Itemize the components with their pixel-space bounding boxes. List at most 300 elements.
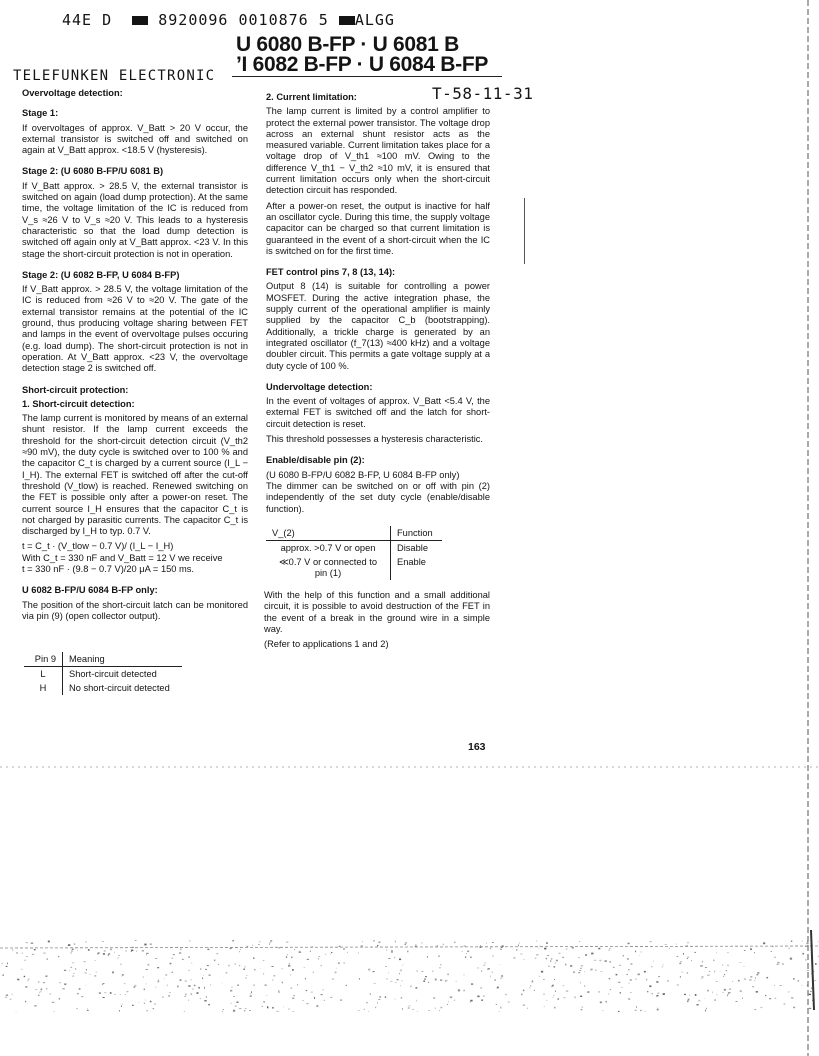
scan-speck	[566, 991, 568, 992]
scan-speck	[210, 985, 211, 986]
scan-speck	[562, 957, 563, 958]
scan-speck	[546, 1000, 547, 1001]
scan-speck	[548, 966, 550, 967]
scan-speck	[339, 946, 341, 947]
scan-speck	[311, 992, 313, 993]
scan-speck	[684, 994, 686, 995]
scan-speck	[744, 950, 746, 951]
scan-speck	[204, 1000, 206, 1001]
scan-speck	[205, 969, 207, 970]
scan-speck	[579, 970, 581, 971]
scan-speck	[505, 994, 507, 995]
table-header-cell: Pin 9	[24, 652, 63, 667]
scan-speck	[519, 942, 520, 944]
scan-speck	[69, 970, 70, 971]
table-cell: Short-circuit detected	[69, 669, 157, 679]
scan-speck	[613, 967, 615, 968]
scan-speck	[700, 965, 702, 967]
scan-speck	[500, 978, 502, 979]
scan-speck	[74, 973, 75, 974]
scan-speck	[425, 976, 427, 977]
scan-speck	[487, 969, 488, 970]
scan-speck	[77, 950, 78, 952]
scan-speck	[760, 1007, 762, 1008]
scan-speck	[702, 961, 703, 963]
scan-speck	[233, 1010, 234, 1011]
scan-speck	[102, 984, 103, 985]
scan-speck	[131, 951, 132, 952]
scan-speck	[687, 1001, 689, 1003]
scan-speck	[103, 997, 105, 998]
scan-speck	[125, 951, 126, 952]
scan-speck	[433, 970, 434, 972]
scan-speck	[657, 993, 659, 994]
scan-speck	[556, 960, 558, 962]
scan-speck	[347, 952, 348, 953]
scan-speck	[169, 992, 170, 993]
scan-speck	[358, 953, 359, 954]
scan-speck	[408, 1007, 410, 1008]
scan-speck	[121, 976, 122, 977]
scan-speck	[575, 996, 576, 998]
scan-speck	[172, 958, 173, 959]
scan-speck	[551, 986, 552, 987]
scan-speck	[266, 995, 267, 996]
scan-speck	[343, 962, 345, 963]
scan-speck	[34, 949, 36, 950]
scan-speck	[566, 948, 568, 949]
scan-speck	[41, 989, 43, 991]
scan-speck	[132, 1005, 134, 1006]
scan-speck	[177, 986, 178, 988]
scan-speck	[180, 949, 181, 951]
scan-speck	[396, 982, 397, 983]
scan-speck	[523, 1005, 525, 1006]
scan-speck	[5, 997, 7, 998]
scan-speck	[143, 977, 144, 978]
scan-speck	[440, 980, 442, 981]
scan-speck	[373, 971, 375, 972]
scan-speck	[346, 985, 347, 986]
table-cell: Disable	[397, 543, 429, 553]
scan-speck	[679, 963, 680, 964]
scan-speck	[616, 974, 618, 976]
scan-speck	[677, 985, 679, 986]
scan-speck	[409, 1005, 411, 1006]
scan-speck	[658, 976, 660, 977]
scan-speck	[239, 951, 240, 952]
scan-speck	[377, 945, 378, 946]
scan-speck	[555, 991, 556, 993]
scan-speck	[258, 944, 260, 945]
scan-speck	[790, 958, 792, 960]
scan-speck	[435, 979, 437, 981]
scan-speck	[370, 993, 371, 995]
scan-speck	[12, 949, 13, 950]
header-code-c: ALGG	[354, 11, 395, 29]
scan-speck	[609, 950, 610, 952]
scan-speck	[146, 983, 147, 984]
scan-speck	[492, 972, 493, 973]
scan-speck	[570, 965, 572, 967]
scan-speck	[439, 1010, 440, 1011]
scan-speck	[6, 995, 8, 996]
scan-speck	[122, 1003, 123, 1004]
scan-speck	[386, 979, 388, 980]
scan-speck	[278, 948, 280, 949]
scan-speck	[676, 944, 677, 945]
scan-speck	[765, 995, 766, 996]
scan-speck	[610, 989, 611, 990]
para-help: With the help of this function and a small additional circuit, it is possible to avoid destruction of the FET in the event of a break in the ground wire in a simple way.	[264, 590, 490, 634]
scan-speck	[230, 990, 232, 992]
scan-speck	[543, 979, 544, 980]
scan-speck	[530, 985, 531, 987]
scan-speck	[682, 971, 683, 972]
scan-speck	[544, 1006, 545, 1007]
pin9-table	[24, 652, 182, 695]
scan-speck	[401, 997, 402, 998]
para-short-detection: The lamp current is monitored by means of an external shunt resistor. If the lamp current exceeds the threshold for the short-circuit detection circuit (V_th2 ≈90 mV), the duty cycle is switched over to 100 % and the capacitor C_t is charged by a current source (I_L − I_H). The external FET is switched off after the cut-off threshold (V_tlow) is reached. Renewed switching on the FET is possible only after a power-on reset. The current source I_H ensures that the capacitor C_t is not charged by parasitic currents. The capacitor C_t is discharged by I_H to typ. 0.7 V.	[22, 413, 248, 537]
scan-speck	[362, 941, 363, 942]
scan-speck	[377, 1002, 378, 1003]
scan-speck	[750, 976, 752, 977]
scan-speck	[125, 994, 126, 995]
black-block-mark	[132, 16, 148, 25]
scan-speck	[563, 997, 565, 998]
scan-speck	[263, 960, 264, 961]
scan-speck	[749, 979, 751, 980]
scan-speck	[144, 944, 146, 946]
scan-speck	[627, 958, 629, 959]
scan-speck	[448, 1001, 449, 1002]
scan-speck	[421, 943, 422, 944]
scan-speck	[21, 969, 23, 970]
scan-speck	[188, 985, 190, 987]
scan-speck	[330, 997, 332, 998]
scan-speck	[433, 997, 435, 999]
scan-speck	[644, 971, 646, 973]
scan-speck	[182, 959, 184, 960]
scan-speck	[289, 963, 290, 965]
title-line-1: U 6080 B-FP · U 6081 B	[236, 33, 459, 56]
scan-speck	[582, 1007, 584, 1008]
scan-speck	[199, 987, 200, 989]
scan-speck	[79, 988, 81, 989]
scan-speck	[736, 1001, 738, 1002]
scan-speck	[118, 955, 120, 956]
scan-speck	[85, 985, 86, 986]
scan-speck	[306, 990, 307, 991]
scan-speck	[439, 967, 441, 968]
para-enable-1: (U 6080 B-FP/U 6082 B-FP, U 6084 B-FP only)	[266, 469, 460, 480]
scan-speck	[75, 968, 76, 970]
scan-speck	[547, 955, 549, 956]
scan-speck	[531, 982, 533, 983]
scan-speck	[28, 979, 30, 980]
scan-speck	[647, 991, 648, 992]
scan-speck	[188, 1000, 189, 1001]
scan-speck	[715, 971, 716, 973]
scan-speck	[208, 1004, 210, 1005]
scan-speck	[713, 960, 714, 961]
scan-speck	[391, 951, 393, 953]
scan-speck	[239, 1008, 241, 1009]
scan-speck	[270, 942, 271, 943]
scan-speck	[263, 973, 264, 974]
scan-speck	[209, 975, 211, 976]
scan-speck	[535, 958, 536, 959]
scan-speck	[501, 975, 503, 976]
scan-speck	[97, 954, 98, 955]
scan-speck	[400, 970, 401, 972]
scan-speck	[293, 995, 295, 996]
scan-speck	[744, 979, 746, 980]
scan-speck	[134, 985, 136, 987]
scan-speck	[793, 978, 795, 980]
scan-speck	[627, 943, 629, 945]
scan-speck	[150, 1001, 152, 1002]
scan-speck	[24, 960, 25, 961]
table-cell: approx. >0.7 V or open	[266, 541, 391, 556]
scan-speck	[139, 1002, 140, 1003]
scan-speck	[270, 940, 272, 941]
scan-speck	[728, 992, 730, 993]
scan-speck	[122, 974, 124, 975]
scan-speck	[229, 965, 230, 967]
scan-speck	[88, 949, 90, 950]
scan-speck	[204, 987, 205, 989]
heading-stage2a: Stage 2: (U 6080 B-FP/U 6081 B)	[22, 166, 164, 177]
scan-speck	[596, 970, 597, 971]
scan-speck	[701, 978, 703, 979]
scan-speck	[62, 988, 64, 989]
scan-speck	[656, 981, 658, 983]
scan-speck	[292, 969, 294, 971]
scan-speck	[447, 1004, 448, 1005]
scan-speck	[688, 999, 690, 1001]
scan-speck	[391, 950, 392, 951]
scan-speck	[743, 966, 744, 967]
scan-speck	[217, 954, 219, 955]
scan-speck	[705, 1010, 706, 1012]
scan-speck	[87, 1010, 89, 1011]
scan-speck	[727, 995, 728, 997]
scan-speck	[563, 985, 565, 986]
scan-speck	[269, 943, 270, 945]
scan-speck	[732, 981, 733, 982]
scan-speck	[253, 985, 254, 986]
scan-speck	[769, 998, 771, 999]
scan-speck	[628, 969, 629, 970]
table-cell: ≪0.7 V or connected to pin (1)	[266, 555, 391, 580]
scan-speck	[738, 980, 740, 982]
scan-speck	[520, 954, 522, 955]
scan-speck	[400, 985, 401, 986]
scan-speck	[630, 992, 631, 993]
scan-speck	[332, 979, 334, 980]
scan-speck	[771, 951, 772, 952]
scan-speck	[26, 942, 28, 943]
scan-speck	[343, 948, 345, 949]
scan-speck	[652, 993, 653, 994]
scan-speck	[448, 974, 449, 976]
scan-speck	[766, 977, 768, 979]
scan-speck	[191, 993, 192, 995]
scan-speck	[38, 995, 39, 996]
scan-speck	[85, 973, 87, 974]
scan-speck	[71, 967, 73, 968]
scan-speck	[185, 994, 187, 996]
scan-speck	[463, 990, 465, 992]
scan-speck	[230, 948, 232, 949]
scan-speck	[605, 960, 607, 962]
scan-speck	[598, 948, 600, 950]
scan-speck	[697, 1004, 699, 1006]
scan-speck	[565, 964, 566, 966]
scan-speck	[127, 991, 129, 992]
scan-speck	[336, 968, 337, 969]
scan-speck	[189, 970, 190, 971]
scan-speck	[262, 1006, 263, 1007]
scan-speck	[716, 981, 718, 982]
scan-speck	[24, 976, 25, 977]
scan-speck	[467, 951, 469, 953]
scan-speck	[54, 1011, 55, 1012]
scan-speck	[165, 975, 167, 976]
scan-speck	[680, 961, 682, 962]
scan-speck	[287, 954, 288, 955]
scan-speck	[788, 948, 790, 950]
scan-speck	[272, 1007, 273, 1009]
scan-speck	[254, 969, 256, 970]
scan-speck	[324, 1000, 325, 1001]
scan-speck	[385, 996, 386, 998]
scan-speck	[283, 1007, 284, 1008]
scan-noise-band	[0, 940, 819, 1012]
scan-speck	[38, 981, 40, 982]
scan-speck	[304, 967, 306, 968]
scan-speck	[388, 973, 389, 974]
para-enable-2: The dimmer can be switched on or off with pin (2) independently of the set duty cycle (enable/disable function).	[266, 480, 490, 514]
scan-speck	[405, 944, 406, 945]
para-fet-control: Output 8 (14) is suitable for controlling a power MOSFET. During the active integration phase, the supply current of the operational amplifier is mainly supplied by the capacitor C_b (bootstrapping). Additionally, a trickle charge is generated by an integrated oscillator (f_7(13) ≈400 kHz) and a voltage doubler circuit. This permits a gate voltage supply at a duty cycle of 100 %.	[266, 281, 490, 371]
scan-speck	[222, 983, 223, 984]
scan-speck	[188, 956, 189, 958]
scan-speck	[598, 992, 600, 993]
table-cell: Enable	[397, 557, 426, 567]
scan-dotted-line	[0, 762, 819, 774]
scan-speck	[313, 972, 314, 973]
scan-speck	[470, 1000, 472, 1002]
scan-speck	[153, 1008, 155, 1009]
formula-with: With C_t = 330 nF and V_Batt = 12 V we receive	[22, 552, 223, 563]
scan-speck	[276, 1011, 278, 1012]
scan-speck	[650, 941, 652, 942]
scan-speck	[784, 1003, 786, 1005]
header-code-line	[62, 11, 395, 29]
enable-function-table	[266, 526, 442, 580]
scan-speck	[292, 1011, 294, 1012]
scan-speck	[775, 998, 777, 999]
scan-speck	[680, 976, 681, 978]
scan-speck	[142, 950, 144, 951]
scan-speck	[394, 957, 395, 958]
scan-speck	[291, 957, 292, 959]
scan-speck	[89, 974, 90, 975]
scan-speck	[72, 962, 73, 963]
scan-speck	[191, 979, 192, 980]
scan-speck	[477, 968, 479, 969]
scan-speck	[214, 960, 215, 962]
scan-speck	[500, 964, 501, 965]
scan-speck	[580, 968, 582, 969]
scan-speck	[523, 990, 524, 992]
scan-speck	[541, 971, 543, 973]
scan-speck	[185, 980, 187, 981]
para-latch-only: The position of the short-circuit latch can be monitored via pin (9) (open collector output).	[22, 599, 248, 621]
title-line-2-text: 6082 B-FP · U 6084 B-FP	[252, 53, 489, 76]
scan-speck	[12, 994, 14, 995]
scan-speck	[322, 989, 324, 990]
scan-speck	[288, 965, 290, 967]
scan-speck	[590, 970, 591, 971]
scan-speck	[399, 973, 400, 974]
para-current-1: The lamp current is limited by a control amplifier to protect the external power transistor. The voltage drop across an external shunt resistor acts as the measured variable. Current limitation takes place for a voltage drop of V_th1 ≈100 mV. Owing to the difference V_th1 − V_th2 ≈10 mV, it is ensured that current limitation occurs only when the short-circuit detection circuit has responded.	[266, 106, 490, 196]
scan-speck	[649, 985, 651, 987]
table-header-cell: Function	[397, 528, 433, 538]
right-column-footer	[264, 590, 490, 654]
scan-speck	[189, 941, 191, 942]
scan-speck	[742, 998, 743, 999]
scan-speck	[594, 960, 596, 961]
scan-speck	[331, 952, 332, 953]
scan-speck	[208, 947, 209, 949]
scan-speck	[222, 1011, 223, 1012]
scan-speck	[180, 979, 182, 981]
scan-speck	[628, 998, 630, 1000]
scan-speck	[497, 987, 499, 989]
scan-speck	[546, 942, 547, 943]
scan-speck	[35, 989, 37, 990]
scan-speck	[554, 1007, 555, 1009]
scan-speck	[368, 969, 370, 971]
scan-speck	[288, 1009, 290, 1010]
scan-speck	[534, 990, 535, 991]
scan-speck	[656, 996, 657, 997]
scan-speck	[591, 953, 593, 955]
scan-speck	[480, 945, 481, 946]
scan-speck	[246, 977, 247, 979]
scan-speck	[246, 975, 247, 976]
scan-speck	[364, 1009, 365, 1010]
scan-speck	[618, 1011, 620, 1012]
scan-speck	[620, 992, 621, 993]
scan-speck	[395, 999, 396, 1000]
scan-speck	[253, 958, 255, 959]
scan-speck	[702, 976, 704, 977]
scan-speck	[546, 943, 548, 944]
scan-speck	[694, 952, 695, 953]
scan-speck	[135, 940, 137, 941]
scan-speck	[635, 951, 636, 953]
scan-speck	[172, 972, 174, 973]
scan-speck	[663, 993, 665, 995]
scan-speck	[340, 1000, 342, 1001]
scan-speck	[585, 954, 587, 955]
scan-speck	[240, 949, 241, 950]
title-line-2	[236, 53, 488, 77]
